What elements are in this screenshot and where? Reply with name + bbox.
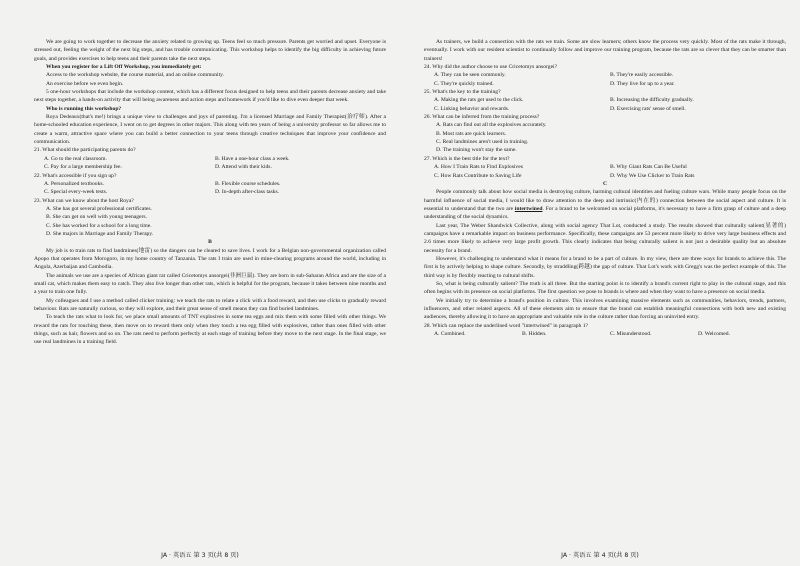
intro-paragraph: We are going to work together to decrease the anxiety related to growing up. Teens feel so much pressure. Parents get worried and upset. Everyone is stressed out, feeling the weight of the next big steps, and has trouble communicating. This workshop helps to identify the big difficulty in achieving future goals, and provides exercises to help teens and their parents take the next steps. <box>34 39 386 62</box>
q25-option-a: A. Making the rats get used to the click. <box>434 97 524 104</box>
q28-option-d: D. Welcomed. <box>698 331 730 338</box>
question-22: 22. What's accessible if you sign up? <box>34 172 117 179</box>
register-heading: When you register for a Lift Off Workshop, you immediately get: <box>46 64 202 71</box>
q21-option-c: C. Pay for a large membership fee. <box>44 164 122 171</box>
q22-options-row1 <box>34 180 386 188</box>
q21-option-b: B. Have a one-hour class a week. <box>215 155 290 162</box>
c-p1-end: . For a brand to be welcomed on social platforms, it's necessary to have a firm grasp of culture and a deep understanding of the social dynamics. <box>424 205 786 221</box>
right-page-footer: JA · 英语五 第 4 页(共 8 页) <box>561 552 639 559</box>
who-heading: Who is running this workshop? <box>46 105 122 112</box>
q24-option-c: C. They're quickly trained. <box>434 80 494 87</box>
q27-options-row2 <box>424 172 786 180</box>
section-c-paragraph-5: We initially try to determine a brand's position in culture. This involves examining massive elements such as communities, behaviors, trends, partners, influencers, and other related aspects. All of these elements aim to ensure that the brand can establish meaningful connections with both new and existing audiences, thereby allowing it to have an appropriate and valuable role in the culture rather than forcing an uninvited entry. <box>424 297 786 321</box>
underlined-word: intertwined <box>514 205 543 212</box>
q25-option-d: D. Exercising rats' sense of smell. <box>610 105 686 112</box>
q27-option-b: B. Why Giant Rats Can Be Useful <box>610 164 687 171</box>
q27-options-row1 <box>424 163 786 171</box>
q25-options-row1 <box>424 96 786 104</box>
q23-option-c: C. She has worked for a school for a long time. <box>46 222 152 229</box>
question-26: 26. What can be inferred from the training process? <box>424 114 540 121</box>
q26-option-c: C. Real landmines aren't used in training. <box>436 139 529 146</box>
q28-option-c: C. Misunderstood. <box>610 331 652 338</box>
section-b-paragraph-4: To teach the rats what to look for, we place small amounts of TNT explosives in some tea eggs and mix them with some filled with other things. We reward the rats for touching these, then move on to reward them only when they touch a tea egg filled with explosives, rather than ones filled with other things, such as hair, flowers and so on. The rats need to perform perfectly at each stage of training before they move to the next stage. In the final stage, we use real landmines in a training field. <box>34 314 386 346</box>
question-21: 21. What should the participating parents do? <box>34 147 136 154</box>
q23-option-d: D. She majors in Marriage and Family Therapy. <box>46 230 154 237</box>
question-24: 24. Why did the author choose to use Cricetomys ansorgei? <box>424 64 558 71</box>
q28-option-a: A. Combined. <box>434 331 466 338</box>
q22-option-a: A. Personalized textbooks. <box>44 180 104 187</box>
q25-option-b: B. Increasing the difficulty gradually. <box>610 97 694 104</box>
q24-option-d: D. They live for up to a year. <box>610 80 675 87</box>
left-page-footer: JA · 英语五 第 3 页(共 8 页) <box>161 552 239 559</box>
q27-option-a: A. How I Train Rats to Find Explosives <box>434 164 523 171</box>
q22-option-d: D. In-depth after-class tasks. <box>215 189 280 196</box>
q21-option-d: D. Attend with their kids. <box>215 164 272 171</box>
q25-option-c: C. Linking behavior and rewards. <box>434 105 510 112</box>
register-item-1: Access to the workshop website, the course material, and an online community. <box>46 72 224 79</box>
register-item-2: An exercise before we even begin. <box>46 80 124 87</box>
question-23: 23. What can we know about the host Roya? <box>34 197 134 204</box>
question-28: 28. Which can replace the underlined word "intertwined" in paragraph 1? <box>424 322 588 329</box>
section-b-paragraph-3: My colleagues and I use a method called clicker training: we teach the rats to relate a click with a food reward, and then use clicks to gradually reward behaviour. Rats are naturally curious, so they will explore, and their great sense of smell means they can find buried landmines. <box>34 297 386 312</box>
question-27: 27. Which is the best title for the text? <box>424 155 510 162</box>
roya-paragraph: Roya Dedeaux(that's me!) brings a unique view to challenges and joys of parenting. I'm a licensed Marriage and Family Therapist(治疗师). After a home-schooled education experience, I went on to get degrees in other majors. This along with ten years of being a university professor so far allows me to create a warm, attractive space where you can build a better connection to your teens through creative techniques that improve your confidence and communication. <box>34 114 386 146</box>
q23-option-b: B. She can get on well with young teenagers. <box>46 214 147 221</box>
q21-options-row2 <box>34 163 386 171</box>
section-b-paragraph-5: As trainers, we build a connection with the rats we train. Some are slow learners; others know the process very quickly. Most of the rats make it through, eventually. I work with our resident scientist to continually follow and improve our training program, because the rats are so clever that they can be smarter than trainers! <box>424 39 786 62</box>
q23-option-a: A. She has got several professional certificates. <box>46 205 152 212</box>
q24-options-row1 <box>424 71 786 79</box>
q28-options <box>424 330 786 338</box>
section-c-heading: C <box>602 180 608 187</box>
sessions-paragraph: 5 one-hour workshops that include the workshop content, which has a different focus designed to help teens and their parents decrease anxiety and take next steps together, a hands-on activity that will being awareness and action steps and homework if you'd like to dive even deeper that week. <box>34 89 386 104</box>
question-25: 25. What's the key to the training? <box>424 89 501 96</box>
section-c-paragraph-2: Last year, The Weber Shandwick Collective, along with social agency That Lot, conducted a study. The results showed that culturally salient(显著的) campaigns have a remarkable impact on business performance. Specifically, these campaigns are 53 percent more likely to drive very large business effects and 2.6 times more likely to achieve very large profit growth. This clearly indicates that being culturally salient is not just a desirable quality but an absolute necessity for a brand. <box>424 222 786 254</box>
q22-option-b: B. Flexible course schedules. <box>215 180 281 187</box>
q26-option-a: A. Rats can find out all the explosives accurately. <box>436 122 547 129</box>
q22-options-row2 <box>34 188 386 196</box>
c-p1-start: People commonly talk about how social media is destroying culture, harming cultural identities and fueling culture wars. While many people focus on the harmful influence of social media, I would like to draw attention to the deep and intrinsic(内在的) connection between the social aspect and culture. It is essential to understand that the two are <box>424 189 786 212</box>
section-c-paragraph-4: So, what is being culturally salient? The truth is all three. But the starting point is to identify a brand's current right to play in the cultural stage, and this often begins with its presence on social platforms. The first question we pose to brands is where and when they want to have a presence on social media. <box>424 280 786 296</box>
q24-option-a: A. They can be seen commonly. <box>434 72 506 79</box>
q28-option-b: B. Hidden. <box>522 331 547 338</box>
section-b-paragraph-1: My job is to train rats to find landmines(地雷) so the dangers can be cleared to save lives. I work for a Belgian non-governmental organization called Apopo that operates from Morogoro, in my home country of Tanzania. The rats I train are used in mine-clearing programs around the world, including in Angola, Azerbaijan and Cambodia. <box>34 247 386 271</box>
q24-option-b: B. They're easily accessible. <box>610 72 674 79</box>
q21-options-row1 <box>34 155 386 163</box>
q26-option-b: B. Most rats are quick learners. <box>436 130 507 137</box>
q21-option-a: A. Go to the real classroom. <box>44 155 107 162</box>
q22-option-c: C. Special every-week tests. <box>44 189 108 196</box>
q27-option-c: C. How Rats Contribute to Saving Life <box>434 172 522 179</box>
section-c-paragraph-1 <box>424 188 786 221</box>
q27-option-d: D. Why We Use Clicker to Train Rats <box>610 172 695 179</box>
q25-options-row2 <box>424 105 786 113</box>
section-b-paragraph-2: The animals we use are a species of African giant rat called Cricetomys ansorgei(非洲巨鼠). They are born in sub-Saharan Africa and are the size of a small cat, which makes them easy to catch. They also live longer than other rats, which is helpful for the program, because it takes between nine months and a year to train one fully. <box>34 272 386 296</box>
section-c-paragraph-3: However, it's challenging to understand what it means for a brand to be a part of culture. In my view, there are three ways for brands to achieve this. The first is by actively helping to shape culture. Secondly, by straddling(跨越) the gap of culture. That Lot's work with Gregg's was the perfect example of this. The third way is by flexibly reacting to cultural shifts. <box>424 255 786 279</box>
q26-option-d: D. The training won't stay the same. <box>436 147 517 154</box>
right-page <box>400 0 800 566</box>
section-b-heading: B <box>208 239 212 246</box>
q24-options-row2 <box>424 80 786 88</box>
